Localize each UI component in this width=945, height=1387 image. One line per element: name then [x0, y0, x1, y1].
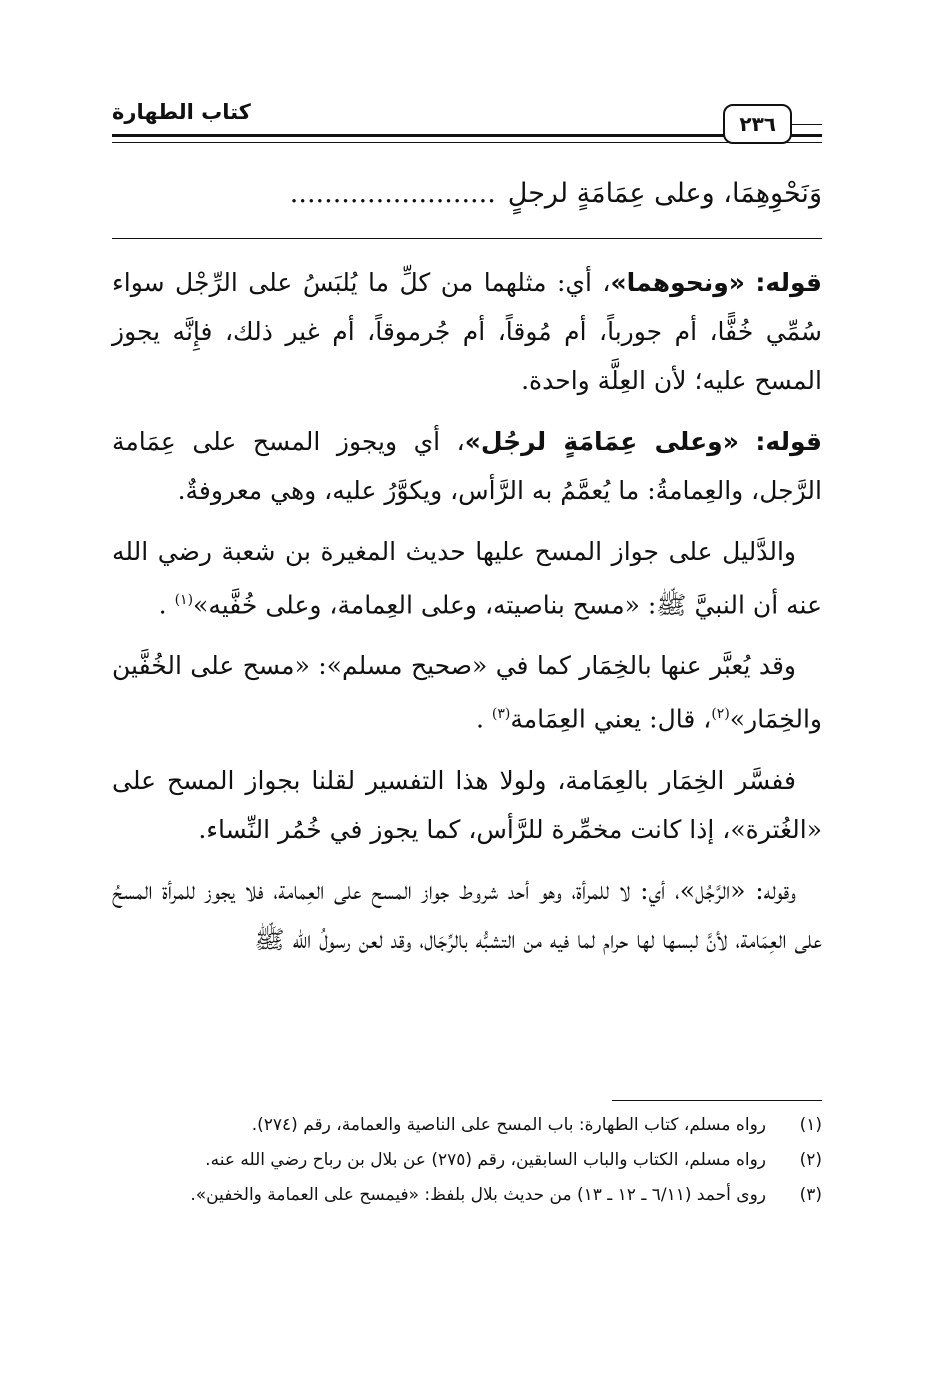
paragraph-4-text-1: وقد يُعبَّر عنها بالخِمَار كما في «صحيح مسلم»: «مسح على الخُفَّين والخِمَار» [112, 651, 822, 734]
footnote-divider [612, 1100, 822, 1101]
paragraph-2-label: قوله: [755, 427, 822, 456]
paragraph-1 [112, 258, 822, 405]
paragraph-1-text: ، أي: مثلهما من كلِّ ما يُلبَسُ على الرِّجْل سواء سُمِّي خُفًّا، أم جورباً، أم مُوقاً، أم جُرموقاً، أم غير ذلك، فإِنَّه يجوز المسح عليه؛ لأن العِلَّة واحدة. [112, 268, 822, 395]
footnote-1-number: (١) [799, 1115, 822, 1135]
matn-divider [112, 238, 822, 239]
matn-dots: ........................ [289, 178, 496, 209]
footnote-2-text: رواه مسلم، الكتاب والباب السابقين، رقم (٢٧٥) عن بلال بن رباح رضي الله عنه. [205, 1150, 766, 1170]
header-rule-thin [112, 142, 822, 143]
paragraph-6 [112, 866, 822, 964]
footnote-3-text: روى أحمد (٦/١١ ـ ١٢ ـ ١٣) من حديث بلال بلفظ: «فيمسح على العمامة والخفين». [190, 1185, 766, 1205]
commentary-body [112, 258, 822, 976]
paragraph-1-label: قوله: [755, 268, 822, 297]
paragraph-5-text: ففسَّر الخِمَار بالعِمَامة، ولولا هذا التفسير لقلنا بجواز المسح على «الغُترة»، إذا كانت مخمِّرة للرَّأس، كما يجوز في خُمُر النِّساء. [112, 765, 822, 844]
paragraph-4-text-2: ، قال: يعني العِمَامة [510, 704, 712, 734]
footnotes [112, 1110, 822, 1215]
paragraph-2-quote: «وعلى عِمَامَةٍ لرجُل» [464, 427, 739, 456]
paragraph-3-end: . [158, 590, 167, 620]
page-header [112, 96, 822, 156]
paragraph-3-text: والدَّليل على جواز المسح عليها حديث المغيرة بن شعبة رضي الله عنه أن النبيَّ ﷺ: «مسح بناصيته، وعلى العِمامة، وعلى خُفَّيه» [112, 537, 822, 620]
matn-text: وَنَحْوِهِمَا، وعلى عِمَامَةٍ لرجلٍ [507, 178, 822, 209]
footnote-ref-3: (٣) [491, 706, 511, 723]
paragraph-4-end: . [475, 704, 484, 734]
paragraph-6-text: وقوله: «الرَّجُل»، أي: لا للمرأة، وهو أحد شروط جواز المسح على العِمامة، فلا يجوز للمرأة المسحُ على العِمَامة، لأنَّ لبسها لها حرام لما فيه من التشبُّه بالرِّجَال، وقد لعن رسولُ الله ﷺ [112, 875, 822, 954]
footnote-1 [112, 1110, 822, 1141]
footnote-1-text: رواه مسلم، كتاب الطهارة: باب المسح على الناصية والعمامة، رقم (٢٧٤). [251, 1115, 766, 1135]
header-rule-thick [112, 134, 822, 137]
paragraph-1-quote: «ونحوهما» [610, 268, 745, 297]
footnote-3-number: (٣) [799, 1185, 822, 1205]
paragraph-3 [112, 527, 822, 629]
matn-line [112, 172, 822, 216]
footnote-3 [112, 1180, 822, 1211]
header-rule-short [792, 124, 822, 125]
footnote-2-number: (٢) [799, 1150, 822, 1170]
book-title: كتاب الطهارة [112, 100, 251, 124]
footnote-ref-2: (٢) [711, 706, 730, 723]
paragraph-5 [112, 756, 822, 854]
paragraph-2 [112, 417, 822, 515]
page-number: ٢٣٦ [723, 104, 792, 144]
footnote-ref-1: (١) [174, 592, 194, 608]
footnote-2 [112, 1145, 822, 1176]
paragraph-2-text: ، أي ويجوز المسح على عِمَامة الرَّجل، والعِمامةُ: ما يُعمَّمُ به الرَّأس، ويكوَّرُ عليه، وهي معروفةٌ. [112, 427, 822, 505]
paragraph-4 [112, 641, 822, 743]
